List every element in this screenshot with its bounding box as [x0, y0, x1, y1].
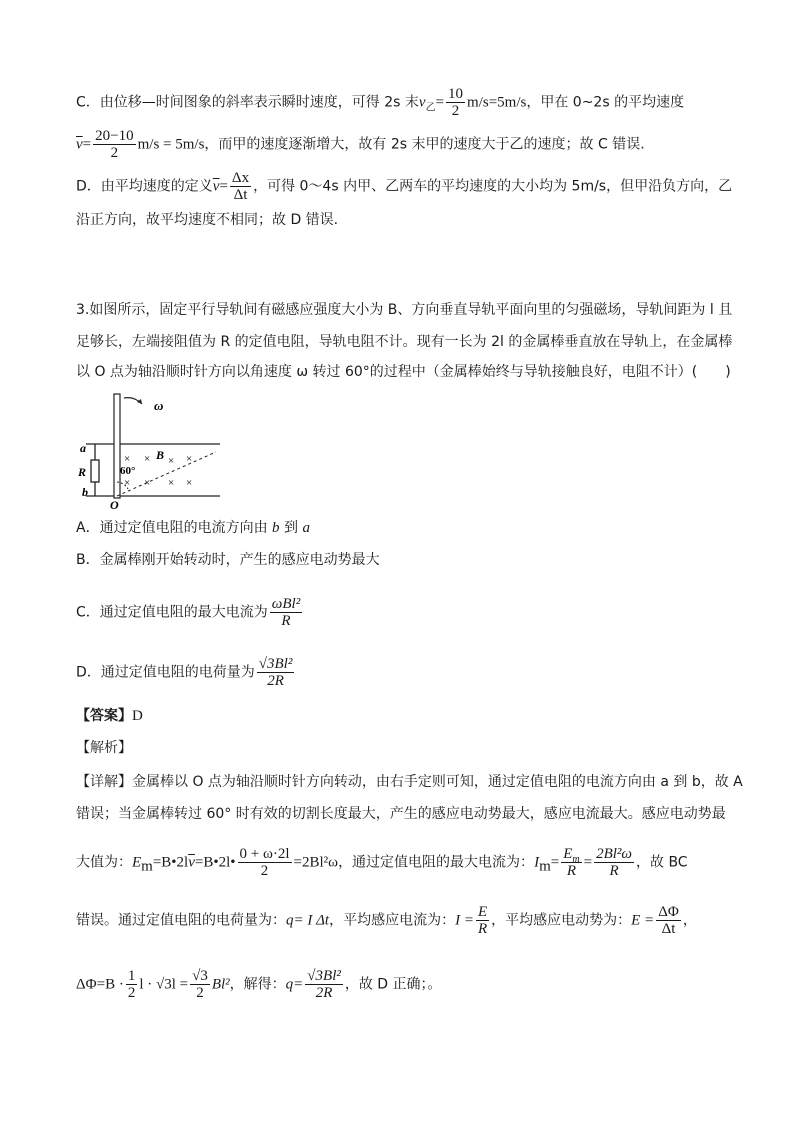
field-cross: × — [124, 477, 131, 489]
fraction: $\frac{1}{2}$ — [127, 968, 136, 1001]
option-c-line1: C．由位移—时间图象的斜率表示瞬时速度，可得 2s 末$v_乙=$ $\frac{10}{2}$ m/s=5m/s，甲在 0~2s 的平均速度 — [76, 86, 685, 119]
option-a: A．通过定值电阻的电流方向由 b 到 a — [76, 520, 310, 536]
label-angle: 60° — [120, 465, 136, 477]
fraction: $\frac{√3}{2}$ — [192, 968, 208, 1001]
fraction: $\frac{\text{√3Bl²}}{2R}$ — [307, 968, 341, 1001]
question-3-line2: 足够长，左端接阻值为 R 的定值电阻，导轨电阻不计。现有一长为 2l 的金属棒垂直放在导轨上，在金属棒 — [76, 334, 733, 350]
fraction: $\frac{\text{ωBl²}}{R}$ — [271, 596, 301, 629]
label-a: a — [80, 441, 86, 455]
field-cross: × — [168, 477, 175, 489]
analysis-label: 【解析】 — [76, 740, 132, 756]
fraction: $\frac{\text{2Bl²ω}}{R}$ — [596, 846, 632, 879]
detail-line1: 【详解】金属棒以 O 点为轴沿顺时针方向转动，由右手定则可知，通过定值电阻的电流方向由 a 到 b，故 A — [76, 774, 743, 790]
fraction: $\frac{\Delta x}{\Delta t}$ — [231, 170, 250, 203]
resistor — [91, 460, 99, 482]
field-cross: × — [144, 477, 151, 489]
option-c: C．通过定值电阻的最大电流为 $\frac{\text{ωBl²}}{R}$ — [76, 596, 301, 629]
omega-label: ω — [154, 398, 164, 413]
field-cross: × — [144, 453, 151, 465]
option-b: B．金属棒刚开始转动时，产生的感应电动势最大 — [76, 552, 380, 568]
fraction: $\frac{20-10}{2}$ — [95, 128, 134, 161]
label-r: R — [78, 465, 87, 479]
detail-line5: ΔΦ=B · $\frac{1}{2}$ l · √3l = $\frac{√3}{2}$ Bl²，解得：q= $\frac{\text{√3Bl²}}{2R}$ ，故 D 正确；。 — [76, 968, 442, 1001]
fraction: $\frac{E_m}{R}$ — [563, 846, 580, 879]
label-o: O — [110, 498, 119, 512]
option-d: D．通过定值电阻的电荷量为 $\frac{\text{√3Bl²}}{2R}$ — [76, 656, 293, 689]
fraction: $\frac{\text{√3Bl²}}{2R}$ — [258, 656, 293, 689]
fraction: $\frac{0 + \omega\cdot 2l}{2}$ — [239, 846, 290, 879]
option-c-line2: $\overline{v}=$ $\frac{20-10}{2}$ m/s = 5m/s，而甲的速度逐渐增大，故有 2s 末甲的速度大于乙的速度；故 C 错误. — [76, 128, 645, 161]
detail-line4: 错误。通过定值电阻的电荷量为：q= I Δt，平均感应电流为：I = $\frac{E}{R}$ ，平均感应电动势为：E = $\frac{\Delta\Phi}{\Delta t}$ ， — [76, 904, 697, 937]
detail-line3: 大值为：$E_m=B•2l\overline{v}=B•2l•$ $\frac{0 + \omega\cdot 2l}{2}$ =2Bl²ω，通过定值电阻的最大电流为：$I_m=$ $\frac{E_m}{R}$ = $\frac{\text{2Bl²ω}}{R}$ ，故 BC — [76, 846, 688, 879]
fraction: $\frac{10}{2}$ — [448, 86, 464, 119]
field-cross: × — [124, 453, 131, 465]
label-b: b — [82, 485, 88, 499]
field-cross: × — [168, 455, 175, 467]
label-field-b: B — [156, 448, 165, 462]
fraction: $\frac{E}{R}$ — [477, 904, 488, 937]
field-cross: × — [186, 453, 193, 465]
option-d-line1: D．由平均速度的定义$\overline{v}=$ $\frac{\Delta x}{\Delta t}$ ，可得 0～4s 内甲、乙两车的平均速度的大小均为 5m/s，但甲沿负方向，乙 — [76, 170, 733, 203]
option-d-line2: 沿正方向，故平均速度不相同；故 D 错误. — [76, 212, 339, 228]
question-3-line1: 3.如图所示，固定平行导轨间有磁感应强度大小为 B、方向垂直导轨平面向里的匀强磁场，导轨间距为 l 且 — [76, 302, 733, 318]
answer-line: 【答案】D — [76, 708, 143, 724]
fraction: $\frac{\Delta\Phi}{\Delta t}$ — [658, 904, 679, 937]
field-cross: × — [186, 477, 193, 489]
question-3-line3: 以 O 点为轴沿顺时针方向以角速度 ω 转过 60°的过程中（金属棒始终与导轨接触良好，电阻不计）( ) — [76, 364, 731, 380]
detail-line2: 错误；当金属棒转过 60° 时有效的切割长度最大，产生的感应电动势最大，感应电流最大。感应电动势最 — [76, 806, 726, 822]
rail-diagram — [76, 392, 226, 512]
